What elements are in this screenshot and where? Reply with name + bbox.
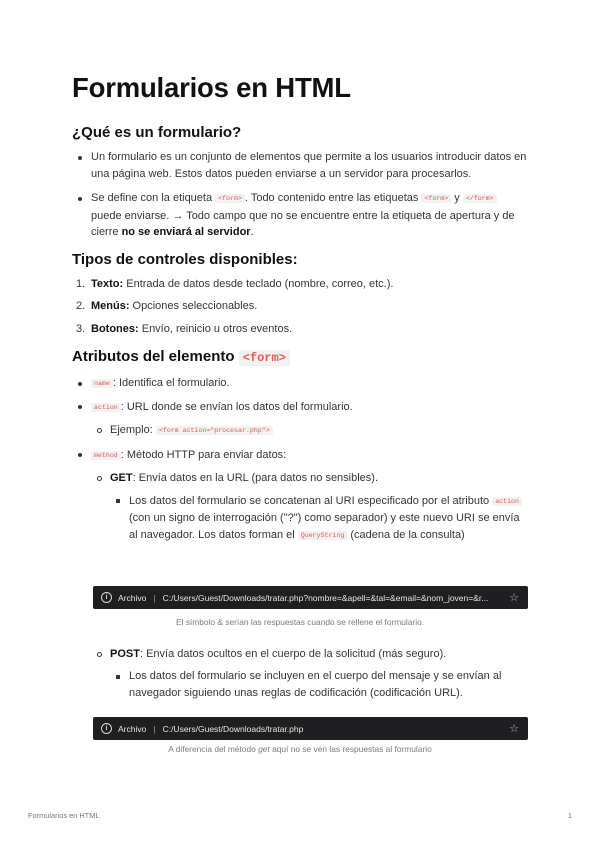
code-name: name (91, 379, 113, 388)
code-form: <form> (215, 194, 245, 203)
bullet-action: action : URL donde se envían los datos del formulario. (72, 399, 530, 417)
document-body (72, 70, 530, 544)
code-example: <form action="procesar.php"> (156, 426, 273, 435)
bullet-dot-icon (78, 405, 82, 409)
caption-post: A diferencia del método get aquí no se ven las respuestas al formulario (168, 744, 432, 754)
browser-url-bar-post: i Archivo | C:/Users/Guest/Downloads/tratar.php ☆ (93, 717, 528, 740)
bullet-dot-icon (78, 382, 82, 386)
star-icon: ☆ (509, 723, 519, 735)
bullet-name: name : Identifica el formulario. (72, 375, 530, 393)
bullet-method: method : Método HTTP para enviar datos: (72, 447, 530, 465)
bullet-etiqueta-form: Se define con la etiqueta <form> . Todo contenido entre las etiquetas <form> y </form> puede enviarse. → Todo campo que no se encuentre entre la etiqueta de apertura y de cierre no se enviará al servidor. (72, 190, 530, 241)
url-text: C:/Users/Guest/Downloads/tratar.php?nombre=&apell=&tal=&email=&nom_joven=&r... (162, 592, 489, 603)
bullet-get-detail: Los datos del formulario se concatenan al URI especificado por el atributo action (con un signo de interrogación ("?") como separador) y este nuevo URI se envía al navegador. Los datos forman el QueryString (cadena de la consulta) (110, 493, 530, 545)
code-method: method (91, 451, 121, 460)
info-icon: i (101, 723, 112, 734)
url-text: C:/Users/Guest/Downloads/tratar.php (162, 723, 304, 734)
footer-title: Formularios en HTML (28, 811, 100, 820)
heading-tipos: Tipos de controles disponibles: (72, 250, 298, 268)
bullet-circle-icon (97, 428, 102, 433)
code-form: <form> (421, 194, 451, 203)
bullet-dot-icon (78, 197, 82, 201)
page-title: Formularios en HTML (72, 72, 351, 103)
code-form-heading: <form> (239, 350, 290, 366)
bullet-dot-icon (78, 453, 82, 457)
heading-que-es: ¿Qué es un formulario? (72, 124, 242, 141)
caption-get: El símbolo & serían las respuestas cuando se rellene el formulario. (175, 617, 425, 627)
bullet-dot-icon (78, 156, 82, 160)
bullet-post-detail: Los datos del formulario se incluyen en el cuerpo del mensaje y se envían al navegador siguiendo unas reglas de codificación (codificación URL). (110, 668, 549, 701)
bullet-square-icon (116, 499, 120, 503)
bullet-ejemplo: Ejemplo: <form action="procesar.php"> (91, 422, 530, 440)
bullet-get: GET: Envía datos en la URL (para datos no sensibles). (91, 470, 530, 487)
code-action: action (492, 497, 522, 506)
info-icon: i (101, 592, 112, 603)
list-item-texto: 1. Texto: Entrada de datos desde teclado (nombre, correo, etc.). (76, 277, 394, 290)
browser-url-bar-get: i Archivo | C:/Users/Guest/Downloads/tratar.php?nombre=&apell=&tal=&email=&nom_joven=&r... ☆ (93, 586, 528, 609)
bullet-circle-icon (97, 652, 102, 657)
list-item-menus: 2. Menús: Opciones seleccionables. (76, 300, 258, 312)
star-icon: ☆ (509, 592, 519, 604)
code-querystring: QueryString (298, 531, 348, 540)
bullet-square-icon (116, 675, 120, 679)
bullet-definicion: Un formulario es un conjunto de elementos que permite a los usuarios introducir datos en una página web. Estos datos pueden enviarse a un servidor para procesarlos. (72, 149, 530, 182)
code-action: action (91, 403, 121, 412)
page-number: 1 (567, 811, 572, 820)
list-item-botones: 3. Botones: Envío, reinicio u otros eventos. (76, 322, 293, 335)
heading-atributos: Atributos del elemento <form> (72, 347, 530, 368)
bullet-circle-icon (97, 476, 102, 481)
code-form-close: </form> (463, 194, 497, 203)
bullet-post: POST: Envía datos ocultos en el cuerpo de la solicitud (más seguro). (91, 646, 550, 663)
